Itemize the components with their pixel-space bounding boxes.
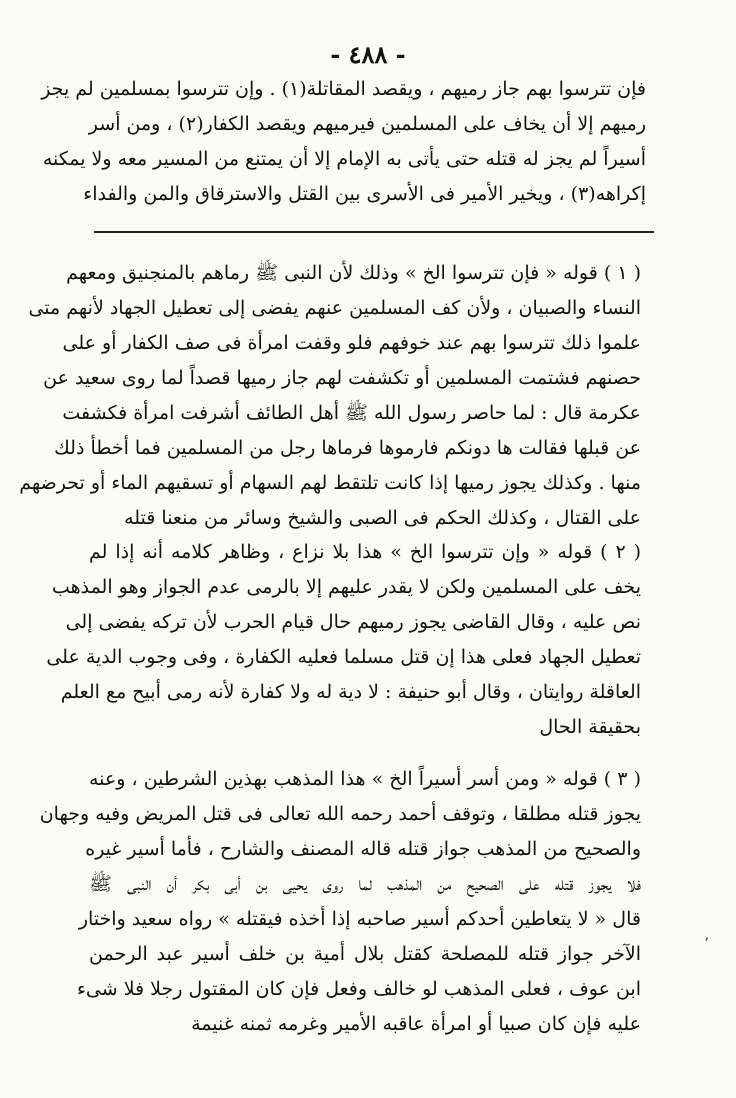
- footnote-separator: [94, 231, 654, 233]
- footnote-1: [19, 256, 641, 536]
- footnote-line: العاقلة روايتان ، وقال أبو حنيفة : لا دية له ولا كفارة لأنه رمى أبيح مع العلم: [60, 681, 641, 703]
- footnote-line: يخف على المسلمين ولكن لا يقدر عليهم إلا بالرمى عدم الجواز وهو المذهب: [51, 576, 641, 598]
- footnote-line: على القتال ، وكذلك الحكم فى الصبى والشيخ وسائر من منعنا قتله: [124, 507, 641, 529]
- main-text-line: فإن تترسوا بهم جاز رميهم ، ويقصد المقاتلة(١) . وإن تترسوا بمسلمين لم يجز: [41, 78, 646, 100]
- footnote-3: [39, 762, 641, 1042]
- footnote-line: ابن عوف ، فعلى المذهب لو خالف وفعل فإن كان المقتول رجلا فلا شىء: [76, 978, 641, 1000]
- footnote-line: نص عليه ، وقال القاضى يجوز رميهم حال قيام الحرب لأن تركه يفضى إلى: [65, 611, 641, 633]
- main-text-line: إكراهه(٣) ، ويخير الأمير فى الأسرى بين القتل والاسترقاق والمن والفداء: [83, 183, 646, 205]
- footnote-line: عليه فإن كان صبيا أو امرأة عاقبه الأمير وغرمه ثمنه غنيمة: [191, 1013, 641, 1035]
- footnote-line: فلا يجوز قتله على الصحيح من المذهب لما روى يحيى بن أبى بكر أن النبى ﷺ: [89, 873, 641, 895]
- footnote-line: منها . وكذلك يجوز رميها إذا كانت تلتقط لهم السهام أو تسقيهم الماء أو تحرضهم: [19, 472, 641, 494]
- main-text-line: أسيراً لم يجز له قتله حتى يأتى به الإمام إلا أن يمتنع من المسير معه ولا يمكنه: [42, 148, 646, 170]
- footnote-line: ( ٢ ) قوله « وإن تترسوا الخ » هذا بلا نزاع ، وظاهر كلامه أنه إذا لم: [89, 541, 642, 563]
- footnote-line: تعطيل الجهاد فعلى هذا إن قتل مسلما فعليه الكفارة ، وفى وجوب الدية على: [46, 646, 641, 668]
- footnote-line: قال « لا يتعاطين أحدكم أسير صاحبه إذا أخذه فيقتله » رواه سعيد واختار: [78, 908, 641, 930]
- main-text: [41, 72, 646, 212]
- margin-mark: ٬: [704, 934, 710, 953]
- footnote-line: يجوز قتله مطلقا ، وتوقف أحمد رحمه الله تعالى فى قتل المريض وفيه وجهان: [39, 803, 641, 825]
- footnote-line: علموا ذلك تترسوا بهم عند خوفهم فلو وقفت امرأة فى صف الكفار أو على: [62, 332, 641, 354]
- footnote-line: النساء والصبيان ، ولأن كف المسلمين عنهم يفضى إلى تعطيل الجهاد لأنهم متى: [28, 297, 641, 319]
- footnote-line: الآخر جواز قتله للمصلحة كقتل بلال أمية بن خلف أسير عبد الرحمن: [89, 943, 641, 965]
- footnote-line: ( ١ ) قوله « فإن تترسوا الخ » وذلك لأن النبى ﷺ رماهم بالمنجنيق ومعهم: [66, 262, 641, 284]
- main-text-line: رميهم إلا أن يخاف على المسلمين فيرميهم ويقصد الكفار(٢) ، ومن أسر: [88, 113, 646, 135]
- footnote-line: حصنهم فشتمت المسلمين أو تكشفت لهم جاز رميها قصداً لما روى سعيد عن: [43, 367, 641, 389]
- footnote-line: والصحيح من المذهب جواز قتله قاله المصنف والشارح ، فأما أسير غيره: [85, 838, 641, 860]
- footnote-line: بحقيقة الحال: [539, 716, 641, 738]
- page-number: - ٤٨٨ -: [330, 40, 406, 69]
- footnote-line: عن قبلها فقالت ها دونكم فارموها فرماها رجل من المسلمين فما أخطأ ذلك: [54, 437, 641, 459]
- footnote-line: ( ٣ ) قوله « ومن أسر أسيراً الخ » هذا المذهب بهذين الشرطين ، وعنه: [89, 768, 641, 790]
- footnote-line: عكرمة قال : لما حاصر رسول الله ﷺ أهل الطائف أشرفت امرأة فكشفت: [62, 402, 641, 424]
- footnote-2: [46, 535, 642, 745]
